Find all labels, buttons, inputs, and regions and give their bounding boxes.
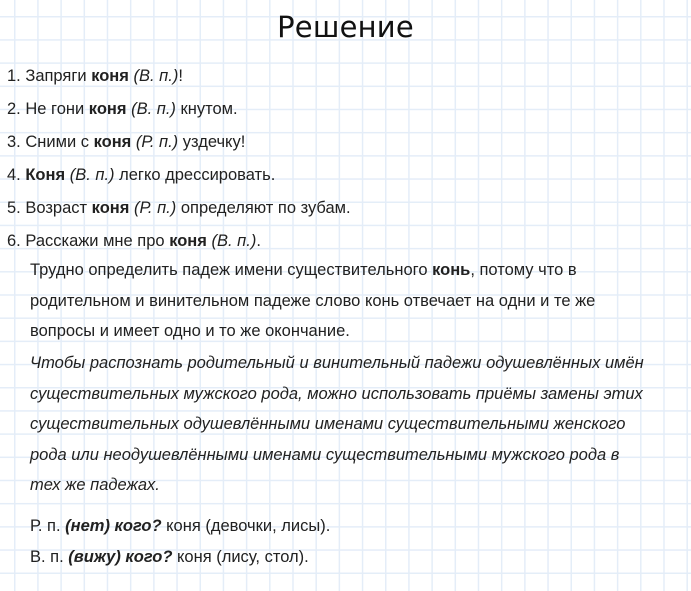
page-title: Решение: [277, 10, 414, 44]
item-number: 3.: [7, 133, 21, 151]
item-text: Запряги: [25, 67, 92, 85]
case-abbr: Р. п.: [30, 517, 66, 535]
case-question: (нет) кого?: [65, 517, 162, 535]
text: , потому что в: [470, 261, 577, 279]
item-text: .: [256, 232, 261, 250]
explanation-line: родительном и винительном падеже слово конь отвечает на одни и те же: [30, 291, 596, 310]
item-text: Не гони: [25, 100, 89, 118]
explanation-paragraph: [30, 255, 680, 347]
case-label: (Р. п.): [133, 199, 177, 217]
item-text: Сними с: [25, 133, 94, 151]
rule-line: тех же падежах.: [30, 476, 160, 494]
case-label: (В. п.): [211, 232, 257, 250]
item-text: Расскажи мне про: [25, 232, 170, 250]
example-line: [30, 542, 680, 573]
item-text: кнутом.: [175, 100, 238, 118]
item-number: 4.: [7, 166, 21, 184]
case-abbr: В. п.: [30, 548, 69, 566]
key-word: коня: [88, 100, 127, 118]
list-item: [7, 128, 351, 161]
text: Трудно определить падеж имени существительного: [30, 261, 433, 279]
example-line: [30, 511, 680, 542]
list-item: [7, 194, 351, 227]
list-item: [7, 95, 351, 128]
rule-line: существительных одушевлёнными именами существительными женского: [30, 415, 626, 433]
case-label: (В. п.): [69, 166, 115, 184]
example-text: коня (девочки, лисы).: [161, 517, 331, 535]
item-text: определяют по зубам.: [176, 199, 351, 217]
key-word: коня: [169, 232, 207, 250]
case-label: (В. п.): [131, 100, 176, 118]
key-word: коня: [91, 199, 130, 217]
key-word: конь: [432, 261, 471, 279]
item-number: 5.: [7, 199, 21, 217]
rule-line: Чтобы распознать родительный и винительный падежи одушевлённых имён: [30, 354, 644, 372]
key-word: Коня: [25, 166, 66, 184]
list-item: [7, 62, 351, 95]
key-word: коня: [93, 133, 132, 151]
item-number: 2.: [7, 100, 21, 118]
item-number: 1.: [7, 67, 21, 85]
rule-line: рода или неодушевлёнными именами существительными мужского рода в: [30, 445, 620, 464]
item-text: уздечку!: [178, 133, 246, 151]
item-text: легко дрессировать.: [114, 166, 276, 184]
item-number: 6.: [7, 232, 21, 250]
case-label: (Р. п.): [135, 133, 179, 151]
item-text: !: [178, 67, 183, 85]
case-question: (вижу) кого?: [68, 548, 173, 566]
list-item: [7, 161, 351, 194]
key-word: коня: [91, 67, 129, 85]
case-label: (В. п.): [133, 67, 179, 85]
rule-line: существительных мужского рода, можно использовать приёмы замены этих: [30, 384, 643, 403]
explanation-line: [30, 255, 680, 286]
rule-paragraph: [30, 348, 680, 501]
item-text: Возраст: [25, 199, 92, 217]
explanation-line: вопросы и имеет одно и то же окончание.: [30, 322, 350, 340]
examples-block: [30, 511, 680, 573]
sentence-list: [7, 62, 351, 260]
example-text: коня (лису, стол).: [172, 548, 309, 566]
